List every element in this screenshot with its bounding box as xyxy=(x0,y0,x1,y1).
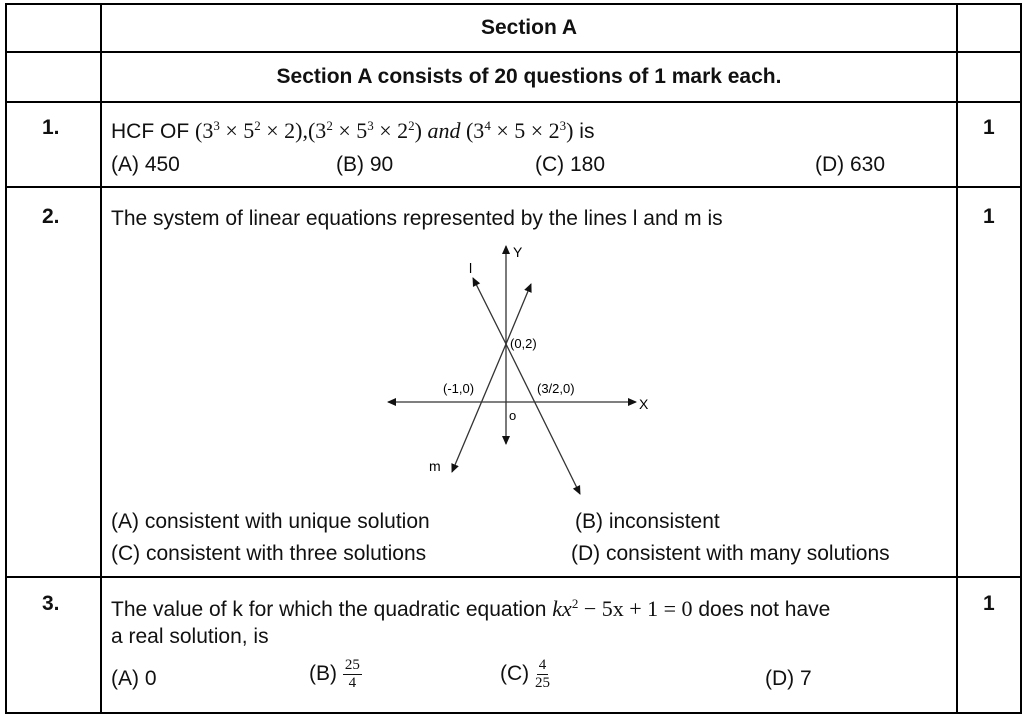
option-a: (A) 0 xyxy=(111,667,157,690)
question-number: 3. xyxy=(42,592,60,615)
point-label-0-2: (0,2) xyxy=(510,336,537,351)
coordinate-graph-figure xyxy=(380,240,670,502)
line-m-label: m xyxy=(429,458,441,474)
line-l xyxy=(473,278,506,344)
point-label-neg1-0: (-1,0) xyxy=(443,381,475,396)
line-l xyxy=(506,344,580,494)
fraction: $\frac{4}{25}$ xyxy=(535,657,550,691)
point-label-3half-0: (3/2,0) xyxy=(537,381,575,396)
question-stem: The system of linear equations represented by the lines l and m is xyxy=(111,207,723,230)
x-axis-label: X xyxy=(639,396,649,412)
table-row-divider xyxy=(5,101,1022,103)
line-l-label: l xyxy=(469,260,473,276)
table-column-divider xyxy=(100,3,102,714)
line-m xyxy=(506,284,531,344)
table-border-left xyxy=(5,3,7,714)
table-border-bottom xyxy=(5,712,1022,714)
option-a: (A) consistent with unique solution xyxy=(111,510,430,533)
line-m xyxy=(452,344,506,472)
option-c: (C) 180 xyxy=(535,153,606,176)
option-c: (C) $\frac{4}{25}$ xyxy=(500,657,550,691)
question-marks: 1 xyxy=(983,116,995,139)
table-row-divider xyxy=(5,51,1022,53)
table-row-divider xyxy=(5,576,1022,578)
question-marks: 1 xyxy=(983,205,995,228)
table-border-right xyxy=(1020,3,1022,714)
question-number: 1. xyxy=(42,116,60,139)
option-d: (D) 7 xyxy=(765,667,812,690)
table-border-top xyxy=(5,3,1022,5)
option-b: (B) inconsistent xyxy=(575,510,720,533)
option-c: (C) consistent with three solutions xyxy=(111,542,427,565)
math-expression: $kx^2 - 5x + 1 = 0$ xyxy=(552,596,693,621)
y-axis-label: Y xyxy=(513,244,523,260)
option-a: (A) 450 xyxy=(111,153,180,176)
option-b: (B) 90 xyxy=(336,153,394,176)
section-title: Section A xyxy=(480,16,578,39)
table-row-divider xyxy=(5,186,1022,188)
table-column-divider xyxy=(956,3,958,714)
question-marks: 1 xyxy=(983,592,995,615)
question-stem: HCF OF $(3^3 \times 5^2 \times 2),(3^2 \times 5^3 \times 2^2)$ and $(3^4 \times 5 \times 2^3)$ is xyxy=(111,118,595,143)
section-note: Section A consists of 20 questions of 1 mark each. xyxy=(276,65,782,88)
question-stem-line2: a real solution, is xyxy=(111,625,269,648)
fraction: $\frac{25}{4}$ xyxy=(344,657,360,691)
option-b: (B) $\frac{25}{4}$ xyxy=(309,657,360,691)
option-d: (D) consistent with many solutions xyxy=(571,542,890,565)
option-d: (D) 630 xyxy=(815,153,886,176)
question-stem: The value of k for which the quadratic equation $kx^2 - 5x + 1 = 0$ does not have xyxy=(111,596,831,621)
math-expression: $(3^3 \times 5^2 \times 2),(3^2 \times 5^3 \times 2^2)$ and $(3^4 \times 5 \times 2^3)$ xyxy=(195,118,574,143)
origin-label: o xyxy=(509,408,517,423)
question-number: 2. xyxy=(42,205,60,228)
